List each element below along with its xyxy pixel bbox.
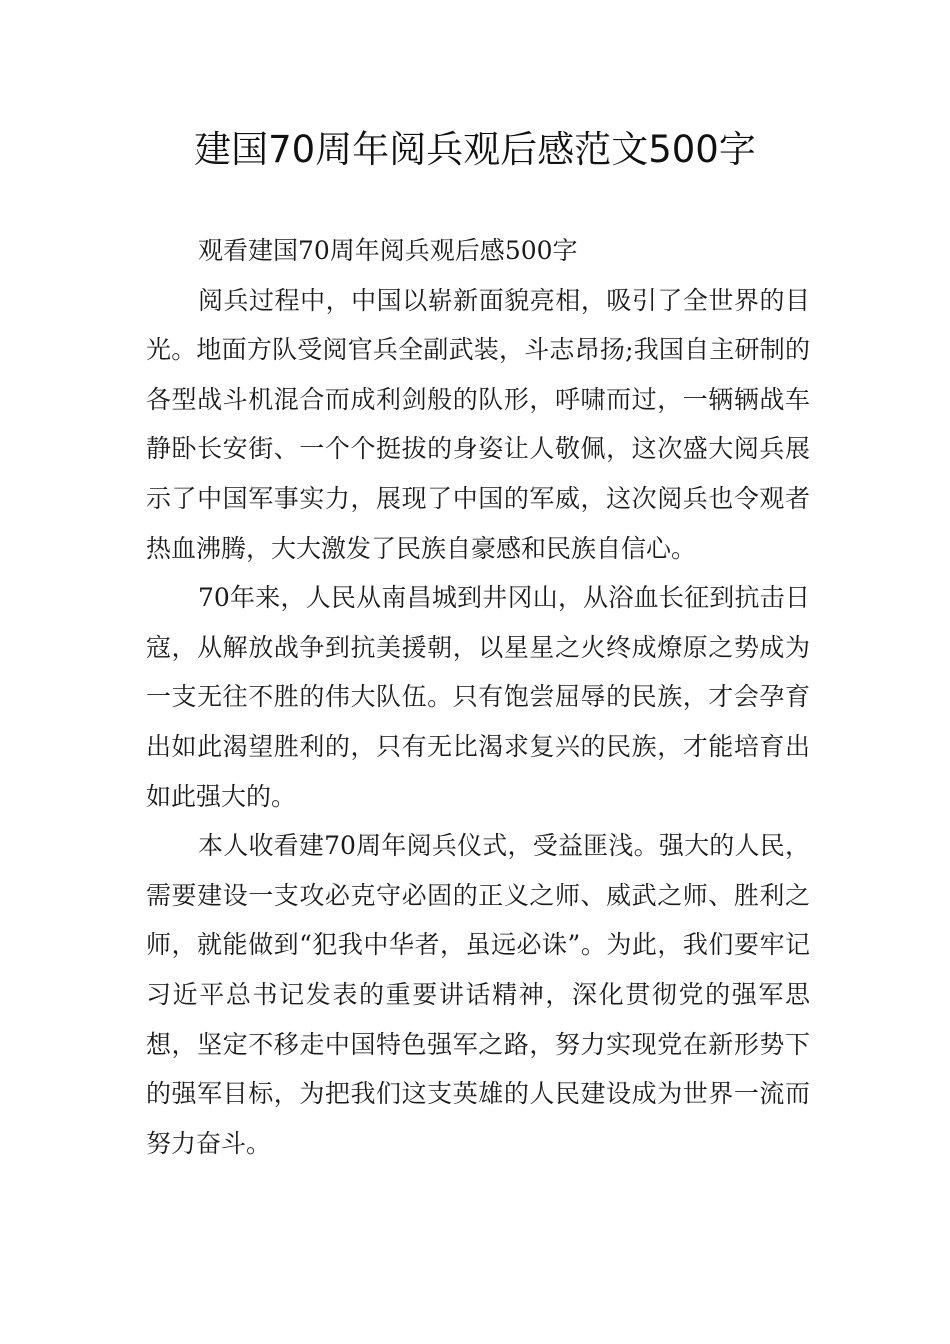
paragraph-2: 70年来，人民从南昌城到井冈山，从浴血长征到抗击日寇，从解放战争到抗美援朝，以星星之火终成燎原之势成为一支无往不胜的伟大队伍。只有饱尝屈辱的民族，才会孕育出如此渴望胜利的，只有无比渴求复兴的民族，才能培育出如此强大的。 [146,583,810,811]
paragraph-3: 本人收看建70周年阅兵仪式，受益匪浅。强大的人民，需要建设一支攻必克守必固的正义之师、威武之师、胜利之师，就能做到“犯我中华者，虽远必诛”。为此，我们要牢记习近平总书记发表的重要讲话精神，深化贯彻党的强军思想，坚定不移走中国特色强军之路，努力实现党在新形势下的强军目标，为把我们这支英雄的人民建设成为世界一流而努力奋斗。 [146,831,810,1158]
paragraph-subtitle: 观看建国70周年阅兵观后感500字 [198,236,578,265]
document-title: 建国70周年阅兵观后感范文500字 [194,128,756,171]
document-body [146,226,810,1168]
paragraph-1: 阅兵过程中，中国以崭新面貌亮相，吸引了全世界的目光。地面方队受阅官兵全副武装，斗志昂扬;我国自主研制的各型战斗机混合而成利剑般的队形，呼啸而过，一辆辆战车静卧长安街、一个个挺拔的身姿让人敬佩，这次盛大阅兵展示了中国军事实力，展现了中国的军威，这次阅兵也令观者热血沸腾，大大激发了民族自豪感和民族自信心。 [146,285,810,563]
